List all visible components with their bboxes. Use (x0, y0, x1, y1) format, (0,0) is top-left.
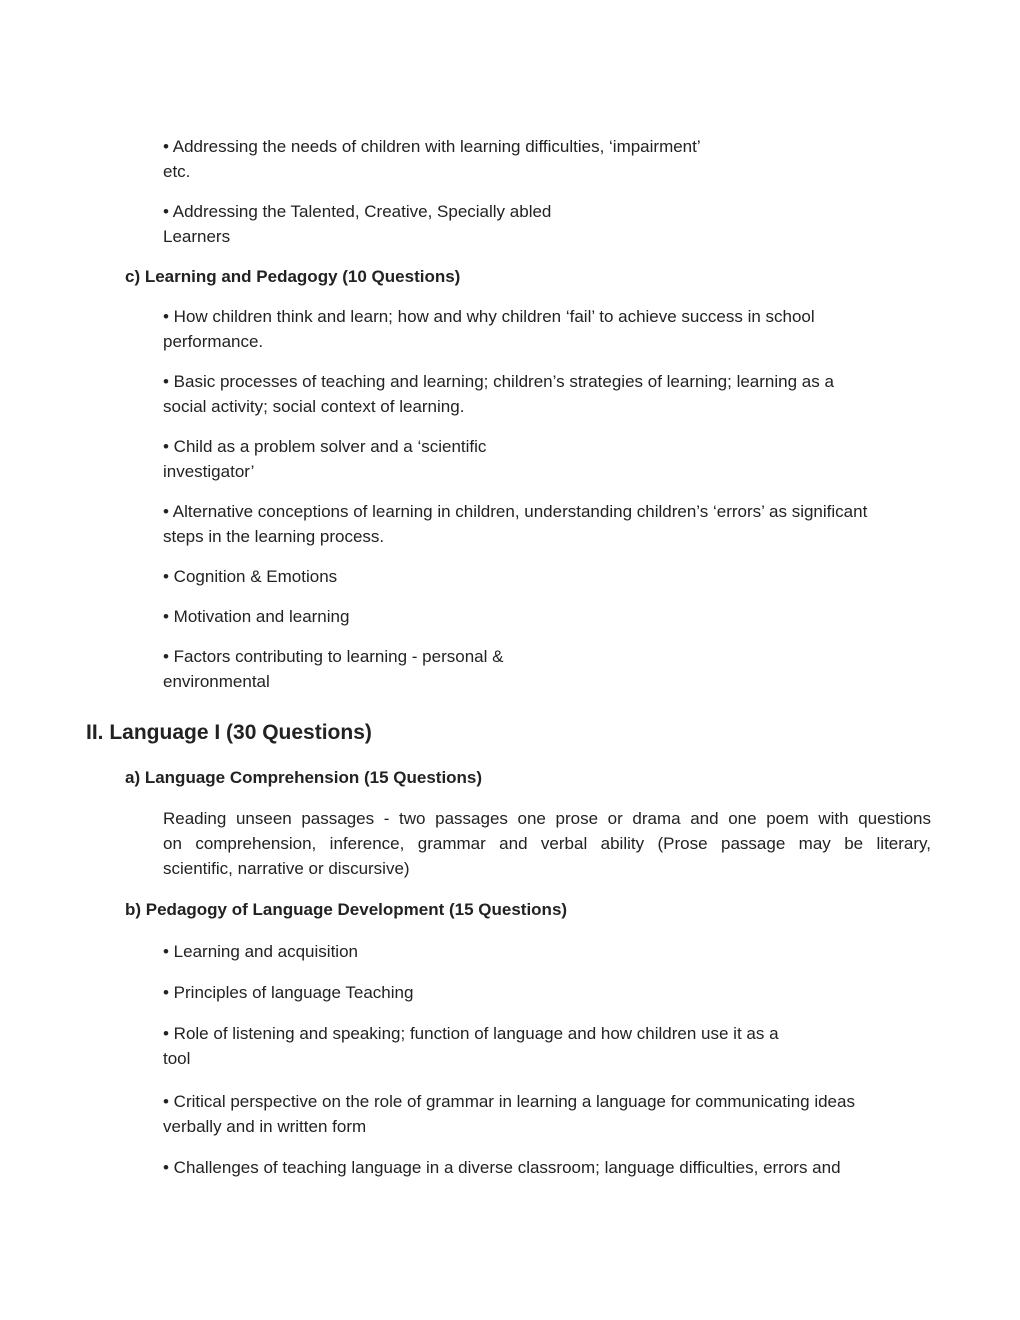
list-item (163, 369, 834, 419)
list-item (163, 604, 349, 629)
list-item-line: • Role of listening and speaking; function of language and how children use it as a (163, 1024, 779, 1043)
list-item-line: • Learning and acquisition (163, 942, 358, 961)
paragraph (163, 806, 931, 881)
list-item-line: • Alternative conceptions of learning in children, understanding children’s ‘errors’ as significant (163, 502, 868, 521)
list-item-line: • Addressing the Talented, Creative, Specially abled (163, 202, 552, 221)
paragraph-line: Reading unseen passages - two passages one prose or drama and one poem with questions (163, 809, 931, 828)
list-item (163, 304, 815, 354)
list-item-line: • Child as a problem solver and a ‘scientific (163, 437, 487, 456)
list-item-line: etc. (163, 162, 191, 181)
paragraph-line: on comprehension, inference, grammar and verbal ability (Prose passage may be literary, (163, 834, 931, 853)
list-item-line: • How children think and learn; how and why children ‘fail’ to achieve success in school (163, 307, 815, 326)
list-item (163, 644, 503, 694)
section-heading: II. Language I (30 Questions) (86, 721, 372, 744)
list-item-line: • Addressing the needs of children with learning difficulties, ‘impairment’ (163, 137, 701, 156)
list-item (163, 564, 337, 589)
sub-section-heading: c) Learning and Pedagogy (10 Questions) (125, 267, 461, 286)
list-item (163, 1155, 841, 1180)
list-item-line: Learners (163, 227, 231, 246)
list-item (163, 434, 486, 484)
list-item-line: • Motivation and learning (163, 607, 350, 626)
sub-section-heading: a) Language Comprehension (15 Questions) (125, 768, 483, 787)
paragraph-line: scientific, narrative or discursive) (163, 859, 410, 878)
sub-section-heading: b) Pedagogy of Language Development (15 Questions) (125, 900, 568, 919)
list-item-line: tool (163, 1049, 191, 1068)
list-item (163, 134, 701, 184)
list-item-line: environmental (163, 672, 270, 691)
list-item-line: performance. (163, 332, 264, 351)
list-item-line: verbally and in written form (163, 1117, 367, 1136)
list-item-line: • Principles of language Teaching (163, 983, 414, 1002)
list-item-line: investigator’ (163, 462, 255, 481)
list-item (163, 199, 551, 249)
list-item-line: • Cognition & Emotions (163, 567, 338, 586)
list-item (163, 1021, 779, 1071)
list-item-line: • Critical perspective on the role of grammar in learning a language for communicating ideas (163, 1092, 855, 1111)
list-item (163, 1089, 855, 1139)
list-item-line: social activity; social context of learning. (163, 397, 465, 416)
list-item-line: steps in the learning process. (163, 527, 385, 546)
list-item-line: • Basic processes of teaching and learning; children’s strategies of learning; learning as a (163, 372, 834, 391)
list-item (163, 980, 413, 1005)
list-item-line: • Challenges of teaching language in a diverse classroom; language difficulties, errors and (163, 1158, 841, 1177)
list-item (163, 939, 358, 964)
list-item (163, 499, 867, 549)
list-item-line: • Factors contributing to learning - personal & (163, 647, 504, 666)
